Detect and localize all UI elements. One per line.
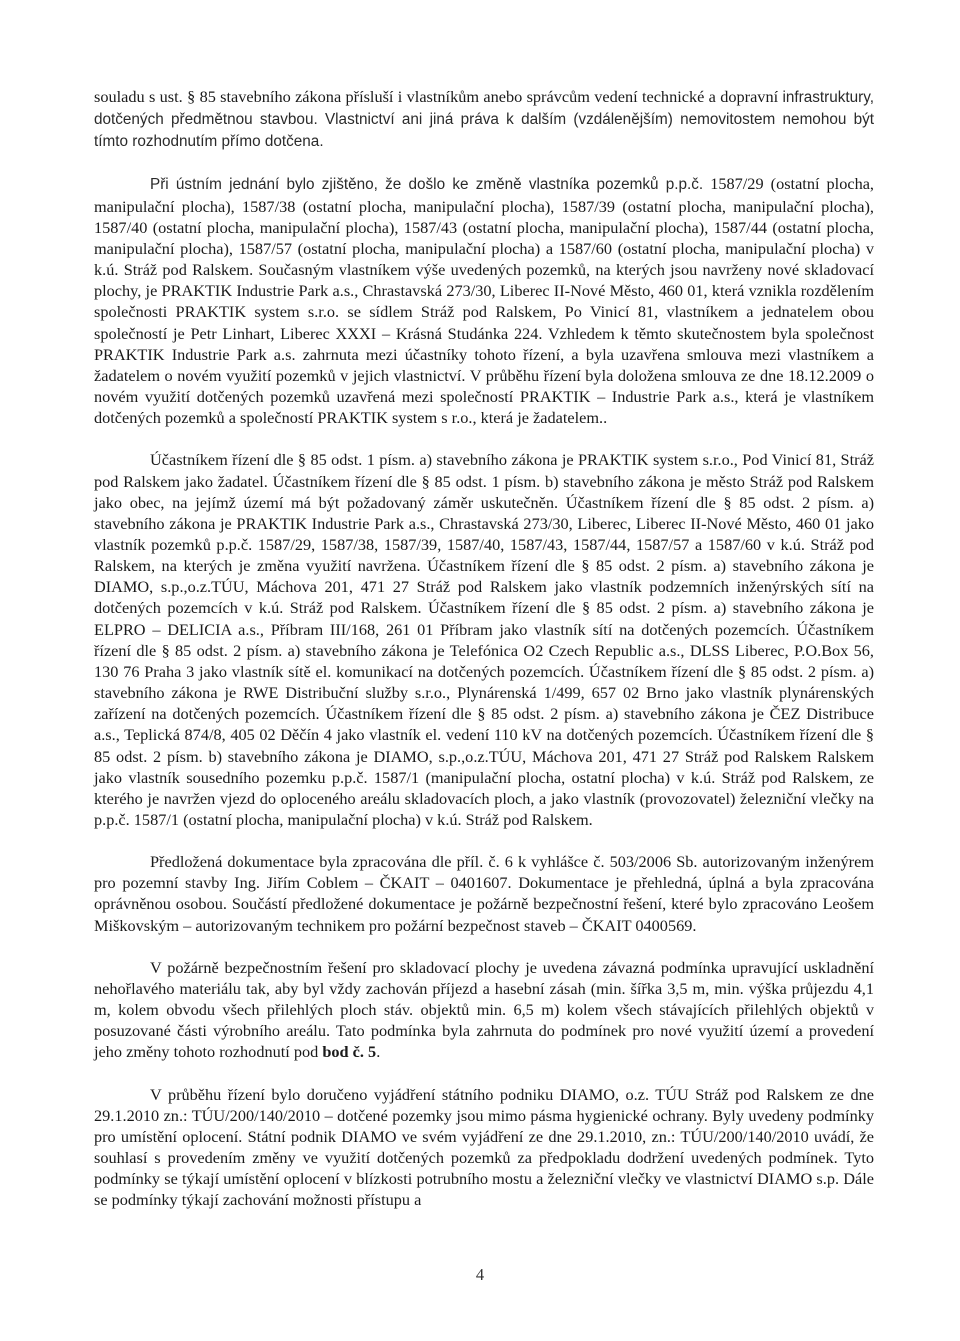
- paragraph-5-end: .: [376, 1042, 381, 1062]
- page-number: 4: [475, 1265, 485, 1284]
- paragraph-6: V průběhu řízení bylo doručeno vyjádření státního podniku DIAMO, o.z. TÚU Stráž pod Ralskem ze dne 29.1.2010 zn.: TÚU/200/140/2010 – dotčené pozemky jsou mimo pásma hygienické ochrany. Byly uvedeny podmínky pro umístění oplocení. Státní podnik DIAMO ve svém vyjádření ze dne 29.1.2010, zn.: TÚU/200/140/2010 uvádí, že souhlasí s provedením změny ve využití dotčených pozemků za předpokladu dodržení uvedených podmínek. Tyto podmínky se týkají umístění oplocení v blízkosti potrubního mostu a železniční vlečky ve vlastnictví DIAMO s.p. Dále se podmínky týkají zachování možnosti přístupu a: [94, 1084, 874, 1210]
- paragraph-2: [94, 173, 874, 428]
- paragraph-5-bold-ref: bod č. 5: [322, 1042, 377, 1062]
- paragraph-5-text: V požárně bezpečnostním řešení pro skladovací plochy je uvedena závazná podmínka upravující uskladnění nehořlavého materiálu tak, aby byl vždy zachován příjezd a hasební zásah (min. šířka 3,5 m, min. výška průjezdu 4,1 m, kolem obvodu všech přilehlých ploch stáv. objektů min. 6,5 m) kolem všech stávajících přilehlých objektů v posuzované části výrobního areálu. Tato podmínka byla zahrnuta do podmínek pro nové využití území a provedení jeho změny tohoto rozhodnutí pod: [94, 957, 874, 1062]
- paragraph-1-line-1: souladu s ust. § 85 stavebního zákona přísluší i vlastníkům anebo správcům vedení technické a dopravní: [94, 87, 779, 106]
- paragraph-2-rest: 1587/29 (ostatní plocha, manipulační plocha), 1587/38 (ostatní plocha, manipulační plocha), 1587/39 (ostatní plocha, manipulační plocha), 1587/40 (ostatní plocha, manipulační plocha), 1587/43 (ostatní plocha, manipulační plocha), 1587/44 (ostatní plocha, manipulační plocha), 1587/57 (ostatní plocha, manipulační plocha) a 1587/60 (ostatní plocha, manipulační plocha) v k.ú. Stráž pod Ralskem. Současným vlastníkem výše uvedených pozemků, na kterých jsou navrženy nové skladovací plochy, je PRAKTIK Industrie Park a.s., Chrastavská 273/30, Liberec II-Nové Město, 460 01, která vznikla rozdělením společnosti PRAKTIK system s.r.o. se sídlem Stráž pod Ralskem, Po Vinicí 81, vlastníkem a jednatelem obou společností je Petr Linhart, Liberec XXXI – Krásná Studánka 224. Vzhledem k těmto skutečnostem byla společnost PRAKTIK Industrie Park a.s. zahrnuta mezi účastníky tohoto řízení, a byla uzavřena smlouva mezi vlastníkem a žadatelem o novém využití pozemků v jejich vlastnictví. V průběhu řízení byla doložena smlouva ze dne 18.12.2009 o novém využití dotčených pozemků uzavřená mezi společností PRAKTIK – Industrie Park a.s., která je vlastníkem dotčených pozemků a společností PRAKTIK system s r.o., která je žadatelem..: [94, 174, 875, 428]
- paragraph-4: Předložená dokumentace byla zpracována dle příl. č. 6 k vyhlášce č. 503/2006 Sb. autorizovaným inženýrem pro pozemní stavby Ing. Jiřím Coblem – ČKAIT – 0401607. Dokumentace je přehledná, úplná a byla zpracována oprávněnou osobou. Součástí předložené dokumentace je požárně bezpečnostní řešení, které bylo zpracováno Leošem Miškovským – autorizovaným technikem pro požární bezpečnost staveb – ČKAIT 0400569.: [94, 852, 874, 935]
- paragraph-1: [94, 86, 874, 152]
- paragraph-2-lead: Při ústním jednání bylo zjištěno, že došlo ke změně vlastníka pozemků p.p.č.: [150, 176, 704, 194]
- document-body: [94, 86, 874, 1211]
- paragraph-5: [94, 957, 874, 1063]
- paragraph-1-rest: infrastruktury, dotčených předmětnou stavbou. Vlastnictví ani jiná práva k dalším (vzdálenějším) nemovitostem nemohou být tímto rozhodnutím přímo dotčena.: [94, 89, 874, 151]
- paragraph-3: Účastníkem řízení dle § 85 odst. 1 písm. a) stavebního zákona je PRAKTIK system s.r.o., Pod Vinicí 81, Stráž pod Ralskem jako žadatel. Účastníkem řízení dle § 85 odst. 1 písm. b) stavebního zákona je město Stráž pod Ralskem jako obec, na jejímž území má být požadovaný záměr uskutečněn. Účastníkem řízení dle § 85 odst. 2 písm. a) stavebního zákona je PRAKTIK Industrie Park a.s., Chrastavská 273/30, Liberec, Liberec II-Nové Město, 460 01 jako vlastník pozemků p.p.č. 1587/29, 1587/38, 1587/39, 1587/40, 1587/43, 1587/44, 1587/57 a 1587/60 v k.ú. Stráž pod Ralskem, na kterých je změna využití navržena. Účastníkem řízení dle § 85 odst. 2 písm. a) stavebního zákona je DIAMO, s.p.,o.z.TÚU, Máchova 201, 471 27 Stráž pod Ralskem jako vlastník podzemních inženýrských sítí na dotčených pozemcích v k.ú. Stráž pod Ralskem. Účastníkem řízení dle § 85 odst. 2 písm. a) stavebního zákona je ELPRO – DELICIA a.s., Příbram III/168, 261 01 Příbram jako vlastník sítí na dotčených pozemcích. Účastníkem řízení dle § 85 odst. 2 písm. a) stavebního zákona je Telefónica O2 Czech Republic a.s., DLSS Liberec, P.O.Box 56, 130 76 Praha 3 jako vlastník sítě el. komunikací na dotčených pozemcích. Účastníkem řízení dle § 85 odst. 2 písm. a) stavebního zákona je RWE Distribuční služby s.r.o., Plynárenská 1/499, 657 02 Brno jako vlastník plynárenských zařízení na dotčených pozemcích. Účastníkem řízení dle § 85 odst. 2 písm. a) stavebního zákona je ČEZ Distribuce a.s., Teplická 874/8, 405 02 Děčín 4 jako vlastník el. vedení 110 kV na dotčených pozemcích. Účastníkem řízení dle § 85 odst. 2 písm. b) stavebního zákona je DIAMO, s.p.,o.z.TÚU, Máchova 201, 471 27 Stráž pod Ralskem Ralskem jako vlastník sousedního pozemku p.p.č. 1587/1 (manipulační plocha, ostatní plocha) v k.ú. Stráž pod Ralskem, ze kterého je navržen vjezd do oploceného areálu skladovacích ploch, a jako vlastník (provozovatel) železniční vlečky na p.p.č. 1587/1 (ostatní plocha, manipulační plocha) v k.ú. Stráž pod Ralskem.: [94, 450, 874, 829]
